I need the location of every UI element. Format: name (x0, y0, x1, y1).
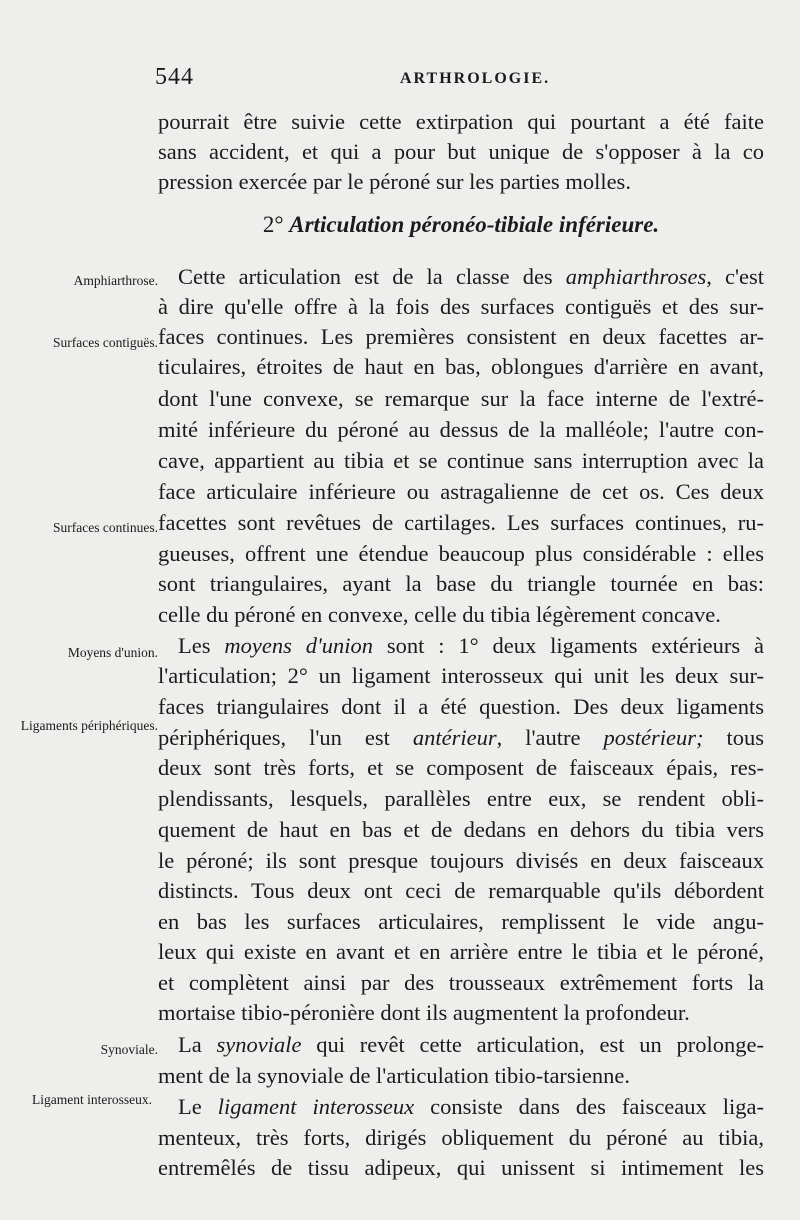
body-line: ment de la synoviale de l'articulation tibio-tarsienne. (158, 1063, 631, 1088)
term-amphiarthroses: amphiarthroses (565, 264, 707, 289)
margin-note-amphiarthrose: Amphiarthrose. (73, 273, 158, 288)
margin-note-ligaments-peripheriques: Ligaments périphériques. (20, 718, 158, 733)
term-posterieur: postérieur; (603, 725, 704, 750)
line-segment: Cette articulation est de la classe des (178, 264, 566, 289)
section-title-text: Articulation péronéo-tibiale inférieure. (289, 212, 660, 237)
body-line: dont l'une convexe, se remarque sur la face interne de l'extré- (158, 386, 764, 411)
body-line: ticulaires, étroites de haut en bas, oblongues d'arrière en avant, (158, 354, 764, 379)
line-segment: , c'est (706, 264, 764, 289)
line-segment: tous (703, 725, 764, 750)
body-line: mité inférieure du péroné au dessus de la malléole; l'autre con- (158, 417, 764, 442)
body-line: le péroné; ils sont presque toujours divisés en deux faisceaux (158, 848, 764, 873)
page-header (155, 64, 755, 94)
term-moyens-union: moyens d'union (224, 633, 374, 658)
body-line: menteux, très forts, dirigés obliquement du péroné au tibia, (158, 1125, 764, 1150)
body-line: entremêlés de tissu adipeux, qui unissent si intimement les (158, 1155, 764, 1180)
body-line (178, 262, 764, 292)
line-segment: périphériques, l'un est (158, 725, 413, 750)
body-line: sont triangulaires, ayant la base du triangle tournée en bas: (158, 571, 764, 596)
body-line: celle du péroné en convexe, celle du tibia légèrement concave. (158, 602, 721, 627)
body-line: pourrait être suivie cette extirpation qui pourtant a été faite (158, 109, 764, 134)
line-segment: La (178, 1032, 217, 1057)
term-ligament-interosseux: ligament interosseux (217, 1094, 415, 1119)
body-line: leux qui existe en avant et en arrière entre le tibia et le péroné, (158, 939, 764, 964)
line-segment: Les (178, 633, 225, 658)
line-segment: Le (178, 1094, 218, 1119)
body-line: en bas les surfaces articulaires, remplissent le vide angu- (158, 909, 764, 934)
body-line (158, 723, 764, 753)
body-line: pression exercée par le péroné sur les parties molles. (158, 169, 631, 194)
line-segment: consiste dans des faisceaux liga- (414, 1094, 765, 1119)
margin-note-ligament-interosseux: Ligament interosseux. (32, 1092, 152, 1107)
body-line: faces continues. Les premières consistent en deux facettes ar- (158, 324, 764, 349)
body-line: cave, appartient au tibia et se continue sans interruption avec la (158, 448, 764, 473)
body-line: mortaise tibio-péronière dont ils augmentent la profondeur. (158, 1000, 690, 1025)
body-line: deux sont très forts, et se composent de faisceaux épais, res- (158, 755, 764, 780)
section-number: 2° (262, 212, 284, 237)
page-number: 544 (155, 64, 194, 90)
body-line: face articulaire inférieure ou astragalienne de cet os. Ces deux (158, 479, 764, 504)
line-segment: qui revêt cette articulation, est un prolonge- (301, 1032, 765, 1057)
body-line: gueuses, offrent une étendue beaucoup plus considérable : elles (158, 541, 764, 566)
body-line: à dire qu'elle offre à la fois des surfaces contiguës et des sur- (158, 294, 764, 319)
margin-note-surfaces-contigues: Surfaces contiguës. (53, 335, 158, 350)
body-line: facettes sont revêtues de cartilages. Les surfaces continues, ru- (158, 510, 764, 535)
section-title (158, 212, 764, 238)
body-line (178, 1030, 764, 1060)
body-line: et complètent ainsi par des trousseaux extrêmement forts la (158, 970, 764, 995)
body-line (178, 1092, 764, 1122)
margin-note-synoviale: Synoviale. (100, 1042, 158, 1057)
running-title: ARTHROLOGIE. (400, 70, 551, 87)
term-synoviale: synoviale (216, 1032, 302, 1057)
line-segment: , l'autre (496, 725, 604, 750)
body-line (178, 631, 764, 661)
body-line: faces triangulaires dont il a été question. Des deux ligaments (158, 694, 764, 719)
body-line: l'articulation; 2° un ligament interosseux qui unit les deux sur- (158, 663, 764, 688)
body-line: plendissants, lesquels, parallèles entre eux, se rendent obli- (158, 786, 764, 811)
margin-note-surfaces-continues: Surfaces continues. (53, 520, 158, 535)
body-line: distincts. Tous deux ont ceci de remarquable qu'ils débordent (158, 878, 764, 903)
margin-note-moyens-union: Moyens d'union. (67, 645, 158, 660)
body-line: sans accident, et qui a pour but unique de s'opposer à la co (158, 139, 764, 164)
term-anterieur: antérieur (412, 725, 497, 750)
line-segment: sont : 1° deux ligaments extérieurs à (373, 633, 764, 658)
body-line: quement de haut en bas et de dedans en dehors du tibia vers (158, 817, 764, 842)
